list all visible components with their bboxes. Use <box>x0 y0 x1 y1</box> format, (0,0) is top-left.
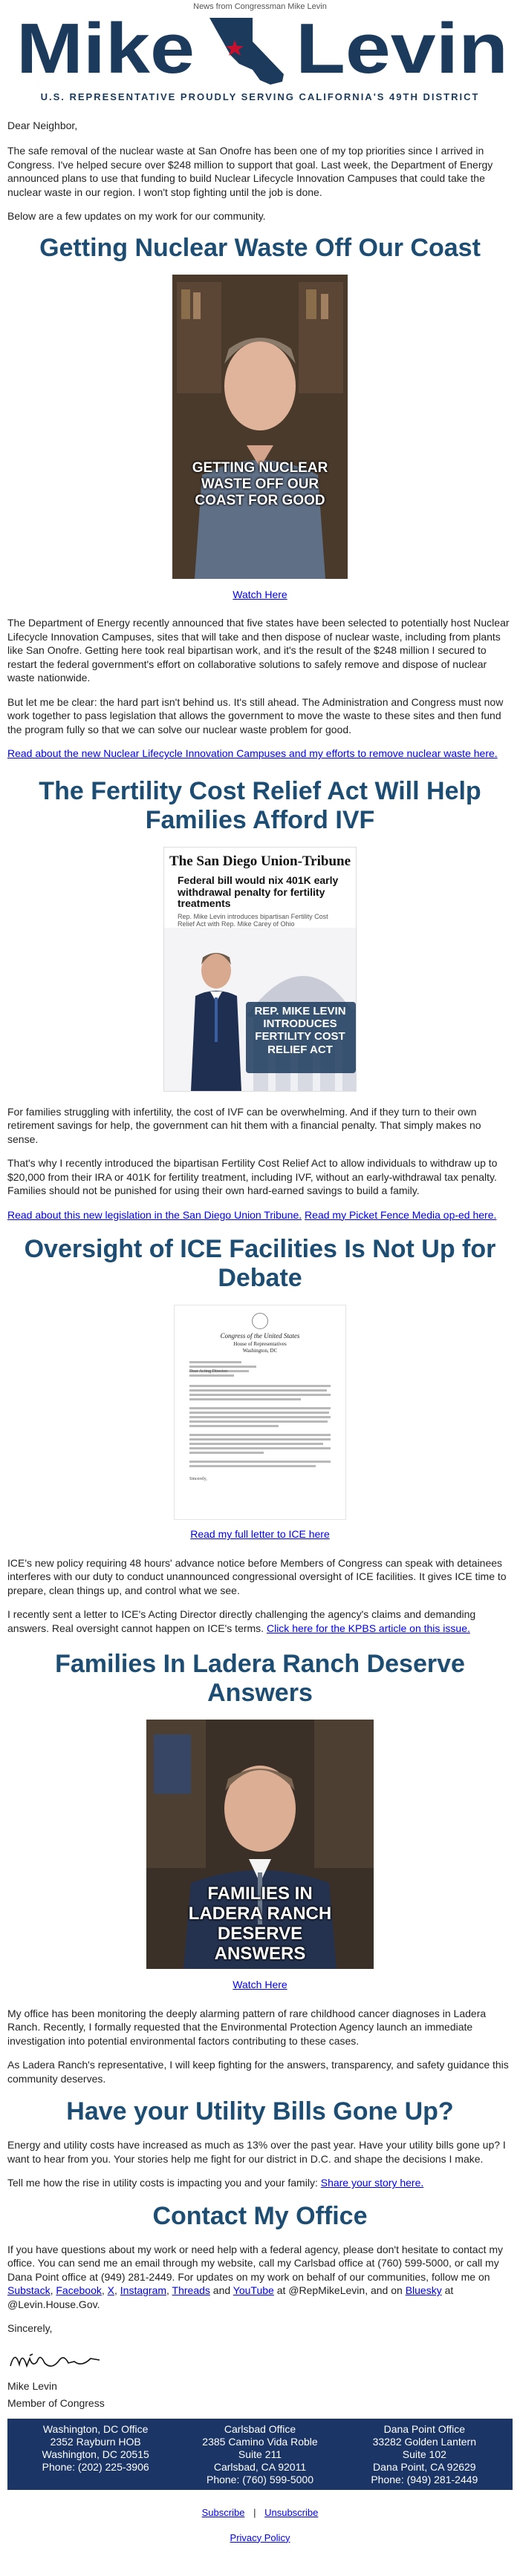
ice-paragraph: ICE's new policy requiring 48 hours' advance notice before Members of Congress can speak with detainees interferes with our duty to conduct unannounced congressional oversight of ICE facilities. It gives ICE time to prepare, clean things up, and control what we see. <box>7 1556 507 1596</box>
ice-full-letter-link[interactable]: Read my full letter to ICE here <box>190 1528 330 1541</box>
section-heading-contact: Contact My Office <box>152 2201 368 2230</box>
office-name: Washington, DC Office <box>42 2423 149 2436</box>
letter-subheader: House of Representatives <box>233 1341 287 1348</box>
office-address-line: Washington, DC 20515 <box>42 2448 149 2460</box>
watch-nuclear-video-link[interactable]: Watch Here <box>233 588 287 600</box>
ladera-video-thumbnail[interactable] <box>146 1720 374 1969</box>
letter-closing: Sincerely, <box>189 1476 207 1481</box>
section-heading-nuclear: Getting Nuclear Waste Off Our Coast <box>39 233 481 262</box>
utility-paragraph-2-text: Tell me how the rise in utility costs is impacting you and your family: <box>7 2177 321 2189</box>
social-link-substack[interactable]: Substack <box>7 2284 51 2297</box>
office-address-line: 2385 Camino Vida Roble <box>202 2436 318 2448</box>
ice-paragraph-2-text: I recently sent a letter to ICE's Acting Director directly challenging the agency's claims and demanding answers. Real oversight cannot happen on ICE's terms. <box>7 1608 476 1634</box>
signer-name: Mike Levin <box>7 2380 57 2393</box>
office-washington <box>13 2423 178 2485</box>
social-link-instagram[interactable]: Instagram <box>120 2284 167 2297</box>
watch-ladera-video-link[interactable]: Watch Here <box>233 1979 287 1991</box>
office-address-line: Suite 102 <box>402 2448 446 2460</box>
privacy-policy-link[interactable]: Privacy Policy <box>230 2531 290 2543</box>
masthead-subtitle: U.S. REPRESENTATIVE PROUDLY SERVING CALIFORNIA'S 49TH DISTRICT <box>40 91 480 102</box>
masthead-name-last: Levin <box>296 12 508 86</box>
ivf-image-caption: REP. MIKE LEVIN INTRODUCES FERTILITY COST RELIEF ACT <box>254 1004 346 1056</box>
ivf-paragraph-2: That's why I recently introduced the bipartisan Fertility Cost Relief Act to allow individuals to withdraw up to $20,000 from their IRA or 401K for fertility treatment, including IVF, without an early-withdrawal tax penalty. Families should not be punished for using their own hard-earned savings to build a family. <box>7 1157 498 1197</box>
nuclear-image-caption: GETTING NUCLEAR WASTE OFF OUR COAST FOR GOOD <box>192 459 328 508</box>
ice-letter-image <box>174 1305 346 1520</box>
ivf-news-graphic <box>163 847 357 1092</box>
letter-seal-icon <box>252 1313 268 1329</box>
office-address-line: 33282 Golden Lantern <box>372 2436 476 2448</box>
contact-text-1: If you have questions about my work or need help with a federal agency, please don't hesitate to contact my office. You can send me an email through my website, call my Carlsbad office at (760) 599-5000, or call my Dana Point office at (949) 281-2449. For updates on my work on behalf of our communities, follow me on <box>7 2243 504 2283</box>
social-link-youtube[interactable]: YouTube <box>233 2284 274 2297</box>
office-address-line: 2352 Rayburn HOB <box>50 2436 141 2448</box>
office-carlsbad <box>178 2423 342 2485</box>
email-body <box>7 0 513 2544</box>
office-phone: Phone: (949) 281-2449 <box>371 2473 478 2485</box>
nuclear-paragraph: The Department of Energy recently announced that five states have been selected to potentially host Nuclear Lifecycle Innovation Campuses, sites that will take and then dispose of nuclear waste, including from plants like San Onofre. Getting here took real bipartisan work, and it's the result of the $248 million I secured to restart the federal government's effort on collaborative solutions to safely remove and dispose of nuclear waste nationwide. <box>7 617 510 684</box>
utility-paragraph: Energy and utility costs have increased as much as 13% over the past year. Have your utility bills gone up? I want to hear from you. Your stories help me fight for our district in D.C. and shape the decisions I make. <box>7 2139 506 2165</box>
section-heading-ivf: The Fertility Cost Relief Act Will Help Families Afford IVF <box>39 776 481 834</box>
ladera-image-caption: FAMILIES IN LADERA RANCH DESERVE ANSWERS <box>188 1884 332 1964</box>
signature <box>7 2345 513 2375</box>
ice-paragraph-2 <box>7 1607 513 1635</box>
section-heading-ice: Oversight of ICE Facilities Is Not Up for Debate <box>24 1235 496 1293</box>
social-link-x[interactable]: X <box>107 2284 114 2297</box>
office-address-line: Dana Point, CA 92629 <box>373 2460 476 2473</box>
office-footer <box>7 2419 513 2490</box>
ivf-news-dek: Rep. Mike Levin introduces bipartisan Fertility Cost Relief Act with Rep. Mike Carey of Ohio <box>178 912 328 928</box>
utility-paragraph-2 <box>7 2176 513 2189</box>
office-address-line: Carlsbad, CA 92011 <box>213 2460 307 2473</box>
share-story-link[interactable]: Share your story here. <box>320 2177 424 2189</box>
letter-place: Washington, DC <box>242 1348 278 1354</box>
ivf-newspaper-masthead: The San Diego Union-Tribune <box>169 853 351 869</box>
california-state-icon <box>209 18 284 85</box>
ladera-paragraph-2: As Ladera Ranch's representative, I will keep fighting for the answers, transparency, and safety guidance this community deserves. <box>7 2059 509 2085</box>
masthead-name-first: Mike <box>16 12 195 86</box>
office-phone: Phone: (202) 225-3906 <box>42 2460 149 2473</box>
office-dana-point <box>342 2423 507 2485</box>
office-name: Dana Point Office <box>383 2423 466 2436</box>
social-link-bluesky[interactable]: Bluesky <box>405 2284 442 2297</box>
ivf-paragraph: For families struggling with infertility, the cost of IVF can be overwhelming. And if they turn to their own retirement savings for help, the government can hit them with a financial penalty. That simply makes no sense. <box>7 1105 481 1145</box>
ice-kpbs-article-link[interactable]: Click here for the KPBS article on this issue. <box>266 1622 470 1634</box>
ladera-paragraph: My office has been monitoring the deeply alarming pattern of rare childhood cancer diagnoses in Ladera Ranch. Recently, I formally requested that the Environmental Protection Agency launch an immediate investigation into potential environmental factors contributing to these cases. <box>7 2007 487 2047</box>
nuclear-read-more-link[interactable]: Read about the new Nuclear Lifecycle Innovation Campuses and my efforts to remove nuclear waste here. <box>7 747 498 760</box>
link-separator: | <box>253 2507 256 2519</box>
preheader: News from Congressman Mike Levin <box>193 2 327 11</box>
office-phone: Phone: (760) 599-5000 <box>206 2473 313 2485</box>
office-name: Carlsbad Office <box>224 2423 296 2436</box>
letter-header: Congress of the United States <box>220 1332 300 1340</box>
social-link-facebook[interactable]: Facebook <box>56 2284 102 2297</box>
signer-title: Member of Congress <box>7 2396 105 2409</box>
ivf-op-ed-link[interactable]: Read my Picket Fence Media op-ed here. <box>305 1208 497 1221</box>
masthead-logo <box>7 12 513 86</box>
masthead <box>7 12 513 105</box>
nuclear-paragraph-2: But let me be clear: the hard part isn't behind us. It's still ahead. The Administration and Congress must now work together to pass legislation that allows the government to move the waste to these sites and then fund the program fully so that we can solve our nuclear waste problem for good. <box>7 695 504 735</box>
closing: Sincerely, <box>7 2322 53 2334</box>
subscribe-link[interactable]: Subscribe <box>201 2507 245 2519</box>
ivf-union-tribune-link[interactable]: Read about this new legislation in the San Diego Union Tribune. <box>7 1208 302 1221</box>
ivf-news-headline: Federal bill would nix 401K early withdrawal penalty for fertility treatments <box>178 874 339 910</box>
unsubscribe-link[interactable]: Unsubscribe <box>264 2507 319 2519</box>
contact-paragraph: If you have questions about my work or need help with a federal agency, please don't hesitate to contact my office. You can send me an email through my website, call my Carlsbad office at (760) 599-5000, or call my Dana Point office at (949) 281-2449. For updates on my work on behalf of our communities, follow me on Substack, Facebook, X, Instagram, Threads and YouTube at @RepMikeLevin, and on Bluesky at @Levin.House.Gov. <box>7 2243 504 2310</box>
contact-text-3: at @Levin.House.Gov. <box>7 2284 454 2310</box>
intro-paragraph: The safe removal of the nuclear waste at San Onofre has been one of my top priorities since I arrived in Congress. I've helped secure over $248 million to support that goal. Last week, the Department of Energy announced plans to use that funding to build Nuclear Lifecycle Innovation Campuses that could take the nuclear waste in our region. I won't stop fighting until the job is done. <box>7 145 493 198</box>
intro-paragraph-2: Below are a few updates on my work for our community. <box>7 210 266 223</box>
section-heading-utility: Have your Utility Bills Gone Up? <box>66 2097 454 2126</box>
section-heading-ladera: Families In Ladera Ranch Deserve Answers <box>55 1650 465 1708</box>
social-link-threads[interactable]: Threads <box>172 2284 210 2297</box>
letter-salutation: Dear Acting Director: <box>189 1369 229 1374</box>
subscription-links <box>7 2506 513 2519</box>
office-address-line: Suite 211 <box>238 2448 282 2460</box>
contact-text-2: at @RepMikeLevin, and on <box>273 2284 406 2297</box>
salutation: Dear Neighbor, <box>7 119 78 131</box>
nuclear-video-thumbnail[interactable] <box>172 275 348 579</box>
